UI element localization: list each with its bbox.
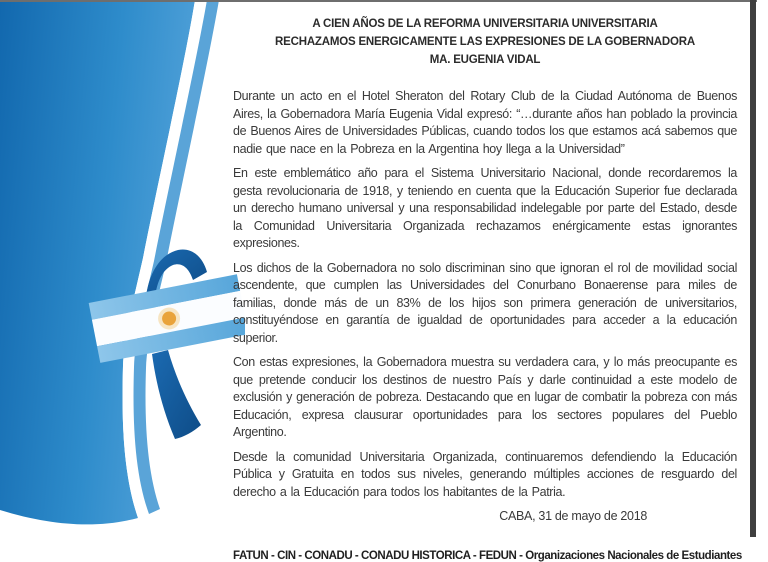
title-line-2: RECHAZAMOS ENERGICAMENTE LAS EXPRESIONES DE LA GOBERNADORA xyxy=(275,36,695,48)
document-title xyxy=(233,0,737,69)
paragraph-3: Los dichos de la Gobernadora no solo discriminan sino que ignoran el rol de movilidad social ascendente, que cumplen las Universidades del Conurbano Bonaerense para miles de familias, donde más de un 83% de los hijos son primera generación de universitarios, constituyéndose en garantía de igualdad de oportunidades para acceder a la educación superior. xyxy=(233,260,737,345)
paragraph-1: Durante un acto en el Hotel Sheraton del Rotary Club de la Ciudad Autónoma de Buenos Aires, la Gobernadora María Eugenia Vidal expresó: “…durante años han poblado la provincia de Buenos Aires de Universidades Públicas, cuando todos los que estamos acá sabemos que nadie que nace en la Pobreza en la Argentina hoy llega a la Universidad” xyxy=(233,89,737,156)
argentina-ribbon-graphic xyxy=(0,0,245,537)
knot-tail xyxy=(152,350,201,439)
signatories-line: FATUN - CIN - CONADU - CONADU HISTORICA - FEDUN - Organizaciones Nacionales de Estudiantes xyxy=(233,549,742,562)
paragraph-2: En este emblemático año para el Sistema Universitario Nacional, donde recordaremos la gesta revolucionaria de 1918, y teniendo en cuenta que la Educación Superior fue declarada un derecho humano universal y una responsabilidad indelegable por parte del Estado, desde la Comunidad Universitaria Organizada rechazamos enérgicamente estas ignorantes expresiones. xyxy=(233,166,737,250)
date-line: CABA, 31 de mayo de 2018 xyxy=(499,509,647,523)
page-border-right xyxy=(750,0,756,537)
paragraph-5: Desde la comunidad Universitaria Organizada, continuaremos defendiendo la Educación Pública y Gratuita en todos sus niveles, generando múltiples acciones de resguardo del derecho a la Educación para todos los habitantes de la Patria. xyxy=(233,449,737,499)
page-border-top xyxy=(0,0,757,2)
paragraph-4: Con estas expresiones, la Gobernadora muestra su verdadera cara, y lo más preocupante es que pretende conducir los destinos de nuestro País y darle continuidad a este modelo de exclusión y generación de pobreza. Destacando que en lugar de combatir la pobreza con más Educación, expresa clausurar oportunidades para los sectores populares del Pueblo Argentino. xyxy=(233,355,738,439)
document-content xyxy=(233,0,742,562)
title-line-1: A CIEN AÑOS DE LA REFORMA UNIVERSITARIA UNIVERSITARIA xyxy=(312,18,658,30)
title-line-3: MA. EUGENIA VIDAL xyxy=(429,54,541,66)
